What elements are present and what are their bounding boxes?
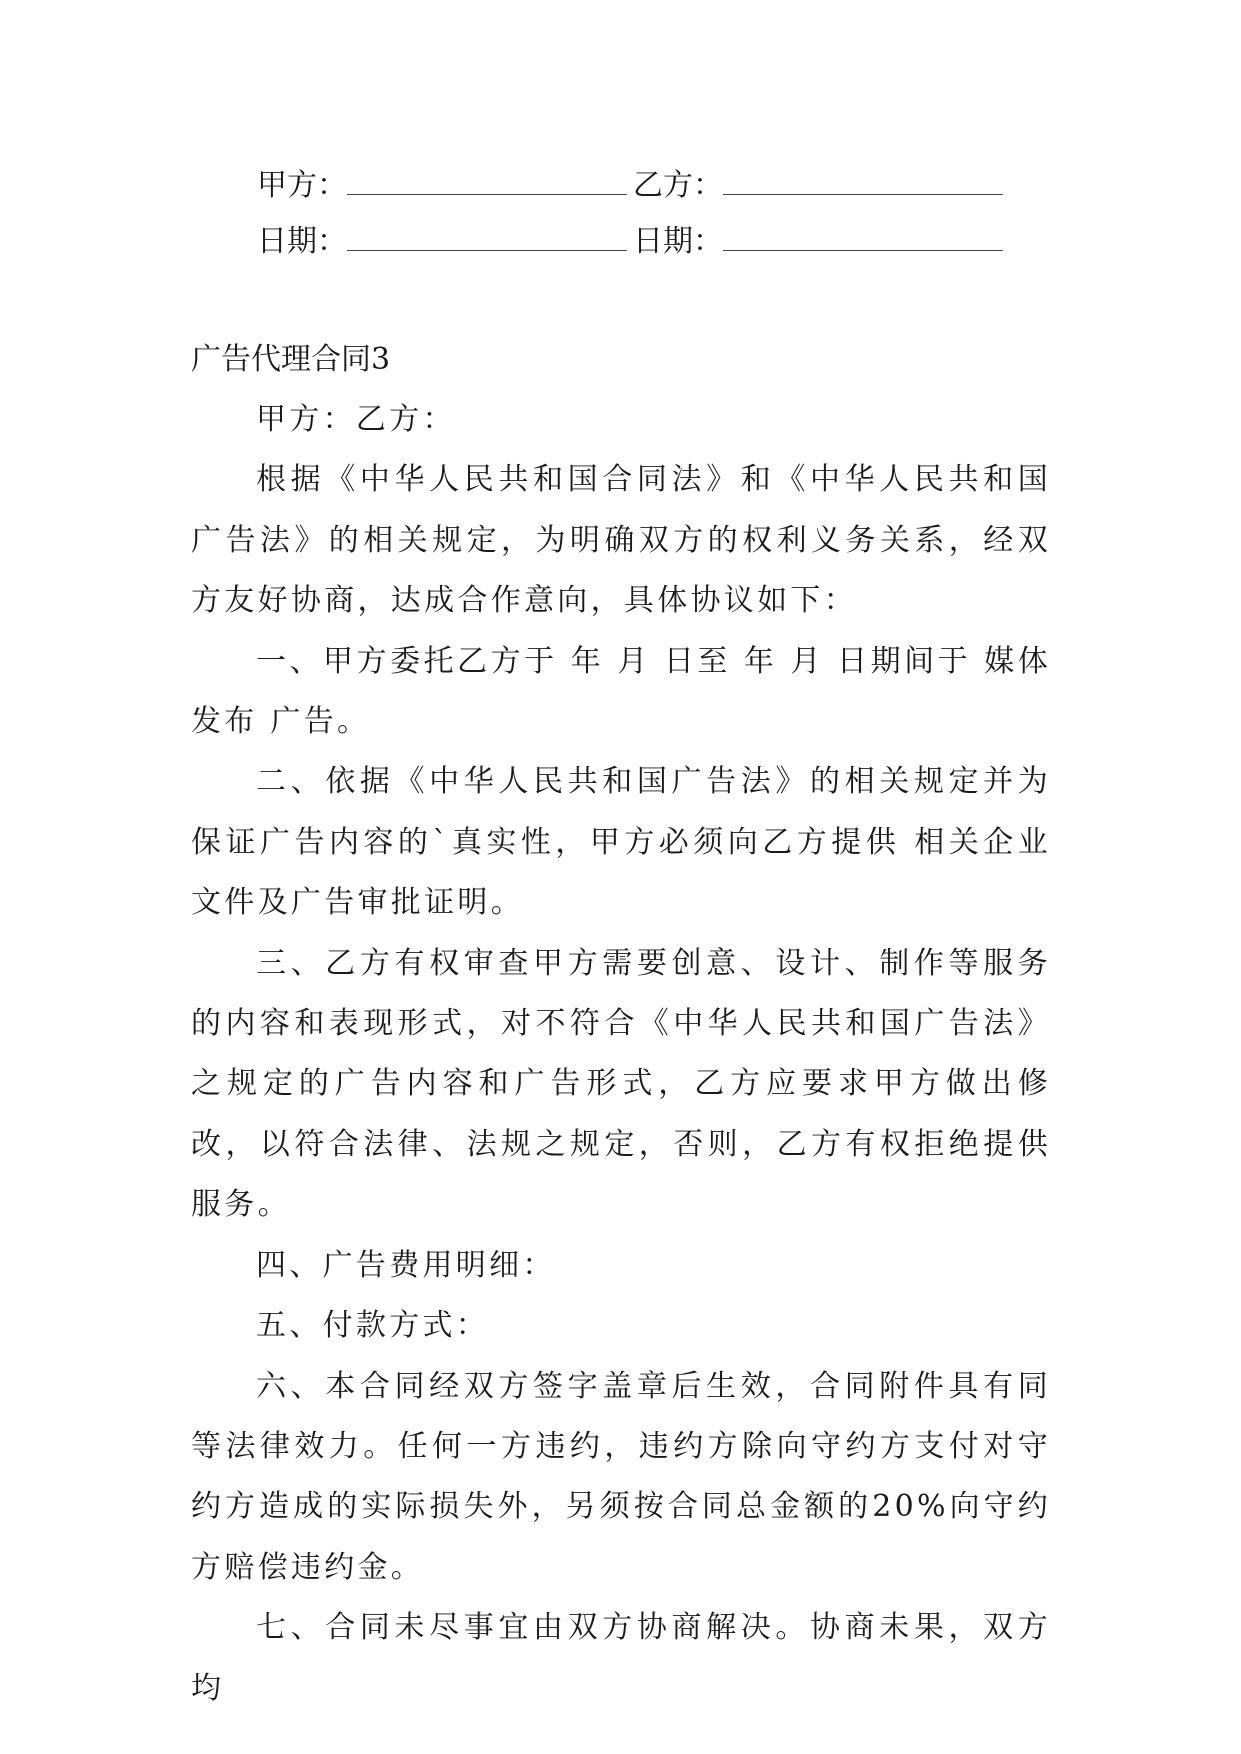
paragraph-clause-5: 五、付款方式：	[256, 1308, 490, 1344]
paragraph-clause-4: 四、广告费用明细：	[256, 1247, 556, 1283]
paragraph-clause-6: 六、本合同经双方签字盖章后生效，合同附件具有同等法律效力。任何一方违约，违约方除向守约方支付对守约方造成的实际损失外，另须按合同总金额的20%向守约方赔偿违约金。	[191, 1368, 1051, 1585]
paragraph-preamble: 根据《中华人民共和国合同法》和《中华人民共和国广告法》的相关规定，为明确双方的权利义务关系，经双方友好协商，达成合作意向，具体协议如下：	[191, 462, 1051, 619]
signature-row-parties	[257, 166, 1009, 206]
party-b-label: 乙方：	[633, 168, 723, 203]
contract-body	[191, 390, 1051, 1719]
paragraph-parties: 甲方：乙方：	[256, 402, 456, 437]
paragraph-clause-7: 七、合同未尽事宜由双方协商解决。协商未果，双方均	[191, 1610, 1051, 1706]
party-b-blank-line	[723, 172, 1003, 195]
paragraph-clause-3: 三、乙方有权审查甲方需要创意、设计、制作等服务的内容和表现形式，对不符合《中华人民共和国广告法》之规定的广告内容和广告形式，乙方应要求甲方做出修改，以符合法律、法规之规定，否则，乙方有权拒绝提供服务。	[191, 945, 1051, 1223]
party-a-blank-line	[347, 172, 627, 195]
contract-title: 广告代理合同3	[191, 342, 391, 377]
date-a-blank-line	[347, 228, 627, 251]
date-label-a: 日期：	[257, 224, 347, 259]
date-label-b: 日期：	[633, 224, 723, 259]
signature-row-dates	[257, 222, 1009, 262]
party-a-label: 甲方：	[257, 168, 347, 203]
paragraph-clause-2: 二、依据《中华人民共和国广告法》的相关规定并为保证广告内容的`真实性，甲方必须向乙方提供 相关企业文件及广告审批证明。	[191, 764, 1051, 921]
date-b-blank-line	[723, 228, 1003, 251]
paragraph-clause-1: 一、甲方委托乙方于 年 月 日至 年 月 日期间于 媒体发布 广告。	[191, 643, 1051, 740]
